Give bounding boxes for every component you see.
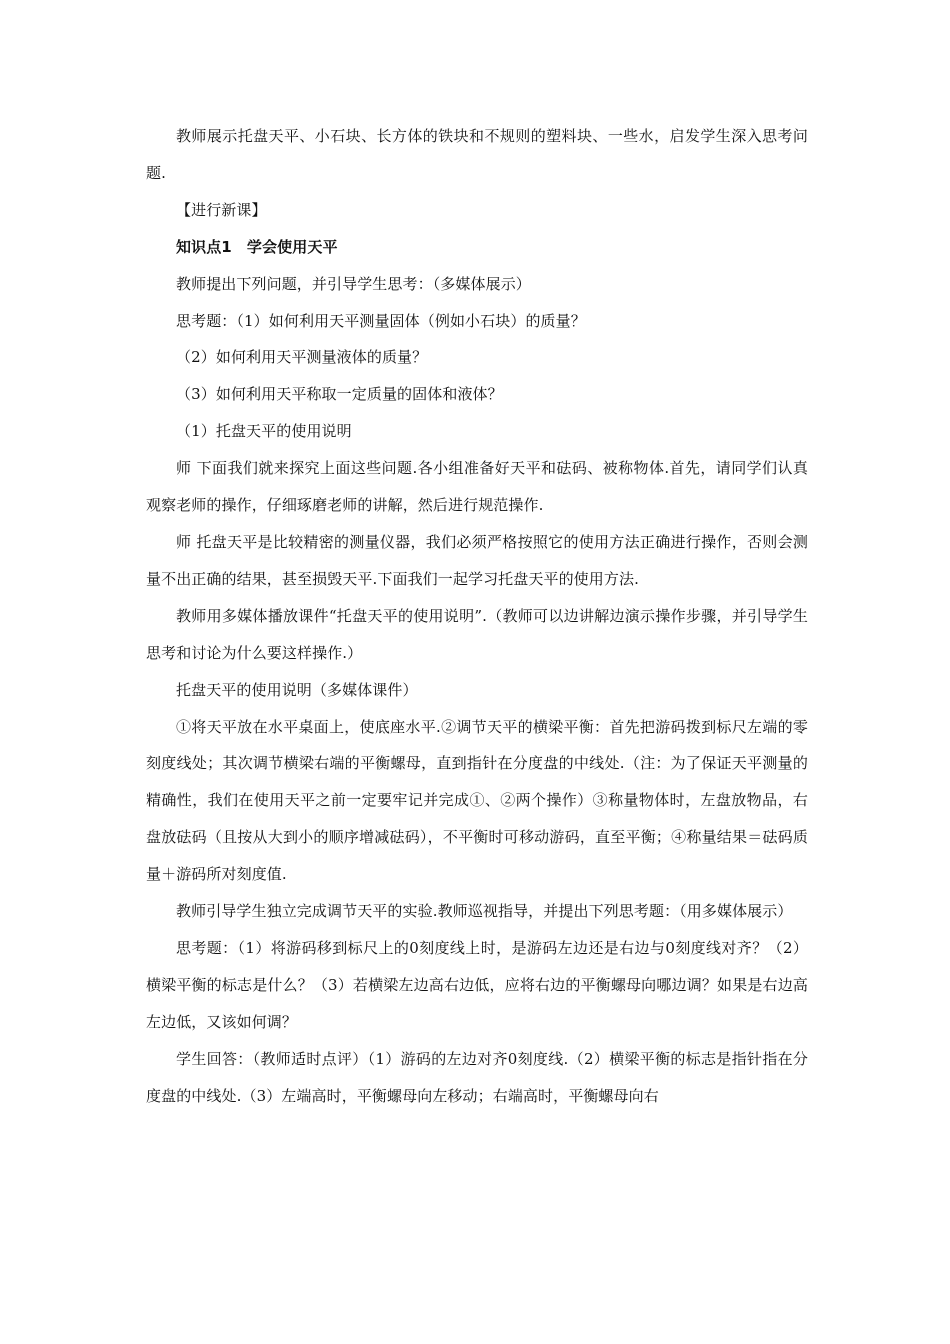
thinking-questions-paragraph: 思考题：（1）将游码移到标尺上的0刻度线上时，是游码左边还是右边与0刻度线对齐？（2）横梁平衡的标志是什么？（3）若横梁左边高右边低，应将右边的平衡螺母向哪边调？如果是右边高左边低，又该如何调？ — [146, 938, 808, 1031]
student-answers-paragraph: 学生回答：（教师适时点评）（1）游码的左边对齐0刻度线.（2）横梁平衡的标志是指针指在分度盘的中线处.（3）左端高时，平衡螺母向左移动；右端高时，平衡螺母向右 — [146, 1049, 808, 1105]
usage-instructions-title: 托盘天平的使用说明（多媒体课件） — [176, 680, 418, 699]
question-3: （3）如何利用天平称取一定质量的固体和液体？ — [176, 385, 503, 404]
teacher-question-paragraph: 教师提出下列问题，并引导学生思考：（多媒体展示） — [176, 274, 531, 293]
question-1: 思考题：（1）如何利用天平测量固体（例如小石块）的质量？ — [176, 311, 586, 330]
knowledge-point-heading: 知识点1 学会使用天平 — [176, 237, 338, 256]
teacher-paragraph-2: 师 托盘天平是比较精密的测量仪器，我们必须严格按照它的使用方法正确进行操作，否则会测量不出正确的结果，甚至损毁天平.下面我们一起学习托盘天平的使用方法. — [146, 532, 808, 588]
guided-experiment-paragraph: 教师引导学生独立完成调节天平的实验.教师巡视指导，并提出下列思考题：（用多媒体展示） — [176, 902, 793, 921]
teacher-paragraph-1: 师 下面我们就来探究上面这些问题.各小组准备好天平和砝码、被称物体.首先，请同学们认真观察老师的操作，仔细琢磨老师的讲解，然后进行规范操作. — [146, 459, 808, 515]
document-page — [146, 118, 808, 1114]
intro-paragraph: 教师展示托盘天平、小石块、长方体的铁块和不规则的塑料块、一些水，启发学生深入思考问题. — [146, 127, 808, 182]
multimedia-paragraph: 教师用多媒体播放课件“托盘天平的使用说明”.（教师可以边讲解边演示操作步骤，并引导学生思考和讨论为什么要这样操作.） — [146, 606, 808, 662]
usage-steps-paragraph: ①将天平放在水平桌面上，使底座水平.②调节天平的横梁平衡：首先把游码拨到标尺左端的零刻度线处；其次调节横梁右端的平衡螺母，直到指针在分度盘的中线处.（注：为了保证天平测量的精确性，我们在使用天平之前一定要牢记并完成①、②两个操作）③称量物体时，左盘放物品，右盘放砝码（且按从大到小的顺序增减砝码），不平衡时可移动游码，直至平衡；④称量结果＝砝码质量＋游码所对刻度值. — [146, 717, 808, 884]
subheading-usage-instructions: （1）托盘天平的使用说明 — [176, 422, 352, 441]
section-heading-new-lesson: 【进行新课】 — [176, 200, 267, 219]
question-2: （2）如何利用天平测量液体的质量？ — [176, 348, 428, 367]
